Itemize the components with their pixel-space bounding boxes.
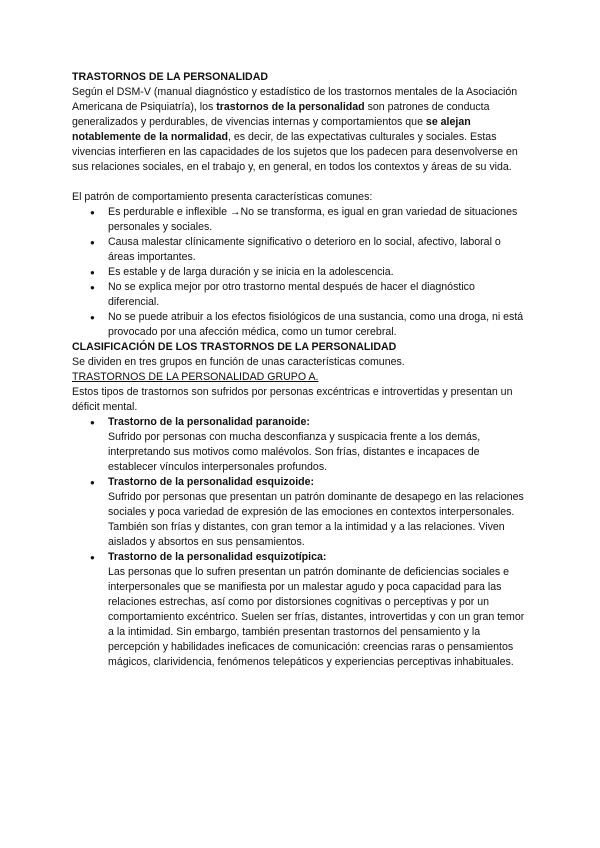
section-title-trastornos: TRASTORNOS DE LA PERSONALIDAD [72,71,268,83]
group-a-intro: Estos tipos de trastornos son sufridos por personas excéntricas e introvertidas y presentan un déficit mental. [72,386,513,413]
list-item: ● No se puede atribuir a los efectos fisiológicos de una sustancia, como una droga, ni está provocado por una afección médica, como un tumor cerebral. [72,310,528,340]
disorder-name: Trastorno de la personalidad paranoide: [108,416,310,428]
intro-text-b: trastornos de la personalidad [216,101,365,113]
intro-paragraph [72,85,528,175]
disorder-name: Trastorno de la personalidad esquizoide: [108,476,315,488]
group-a-title: TRASTORNOS DE LA PERSONALIDAD GRUPO A. [72,371,319,383]
list-item: ● Causa malestar clínicamente significativo o deterioro en lo social, afectivo, laboral o áreas importantes. [72,235,528,265]
list-item [72,415,528,475]
intro-text-e: , es decir, de las expectativas culturales y sociales. Estas vivencias interfieren en las capacidades de los sujetos que los padecen para desenvolverse en sus relaciones sociales, en el trabajo y, en general, en todos los contextos y áreas de su vida. [72,131,518,173]
intro-text-d: se alejan notablemente de la normalidad [72,116,471,143]
disorder-description: Las personas que lo sufren presentan un patrón dominante de deficiencias sociales e interpersonales que se manifiesta por un malestar agudo y poca capacidad para las relaciones estrechas, así como por distorsiones cognitivas o perceptivas y por un comportamiento excéntrico. Suelen ser frías, distantes, introvertidas y con un gran temor a la intimidad. Sin embargo, también presentan trastornos del pensamiento y la percepción y habilidades ineficaces de comunicación: creencias raras o pensamientos mágicos, clarividencia, fenómenos telepáticos y experiencias perceptivas inhabituales. [108,566,525,668]
disorder-description: Sufrido por personas que presentan un patrón dominante de desapego en las relaciones sociales y poca variedad de expresión de las emociones en contextos interpersonales. También son frías y distantes, con gran temor a la intimidad y a las relaciones. Viven aislados y absortos en sus pensamientos. [108,491,524,548]
list-item: ● No se explica mejor por otro trastorno mental después de hacer el diagnóstico diferencial. [72,280,528,310]
classification-intro: Se dividen en tres grupos en función de unas características comunes. [72,356,405,368]
list-item: ● Es perdurable e inflexible →No se transforma, es igual en gran variedad de situaciones personales y sociales. [72,205,528,235]
list-item [72,550,528,670]
disorder-description: Sufrido por personas con mucha desconfianza y suspicacia frente a los demás, interpretando sus motivos como malévolos. Son frías, distantes e incapaces de establecer vínculos interpersonales profundos. [108,431,481,473]
document-content [72,70,528,670]
section-title-clasificacion: CLASIFICACIÓN DE LOS TRASTORNOS DE LA PERSONALIDAD [72,341,397,353]
pattern-intro: El patrón de comportamiento presenta características comunes: [72,191,373,203]
blank-line [72,175,528,190]
traits-list [72,205,528,340]
intro-text-a: Según el DSM-V (manual diagnóstico y estadístico de los trastornos mentales de la Asociación Americana de Psiquiatría), los [72,86,518,113]
list-item [72,475,528,550]
list-item: ● Es estable y de larga duración y se inicia en la adolescencia. [72,265,528,280]
intro-text-c: son patrones de conducta generalizados y perdurables, de vivencias internas y comportamientos que [72,101,490,128]
disorders-list [72,415,528,670]
disorder-name: Trastorno de la personalidad esquizotípica: [108,551,327,563]
